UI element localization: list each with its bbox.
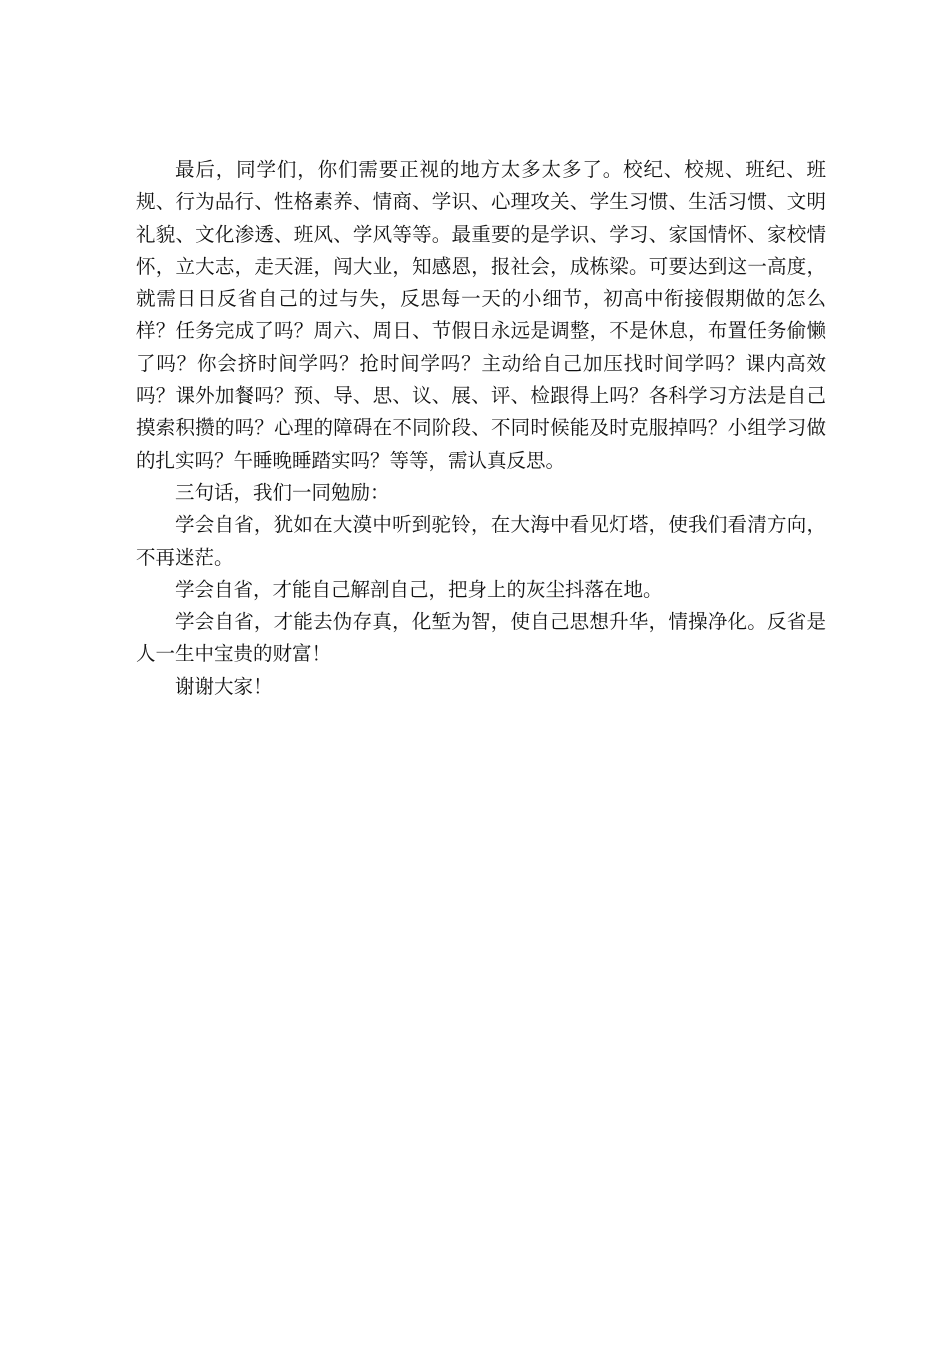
paragraph-sentence-one: 学会自省，犹如在大漠中听到驼铃，在大海中看见灯塔，使我们看清方向，不再迷茫。 <box>136 513 826 569</box>
paragraph-reflection: 最后，同学们，你们需要正视的地方太多太多了。校纪、校规、班纪、班规、行为品行、性格素养、情商、学识、心理攻关、学生习惯、生活习惯、文明礼貌、文化渗透、班风、学风等等。最重要的是学识、学习、家国情怀、家校情怀，立大志，走天涯，闯大业，知感恩，报社会，成栋梁。可要达到这一高度，就需日日反省自己的过与失，反思每一天的小细节，初高中衔接假期做的怎么样？任务完成了吗？周六、周日、节假日永远是调整，不是休息，布置任务偷懒了吗？你会挤时间学吗？抢时间学吗？主动给自己加压找时间学吗？课内高效吗？课外加餐吗？预、导、思、议、展、评、检跟得上吗？各科学习方法是自己摸索积攒的吗？心理的障碍在不同阶段、不同时候能及时克服掉吗？小组学习做的扎实吗？午睡晚睡踏实吗？等等，需认真反思。 <box>136 158 826 472</box>
document-body <box>136 154 826 703</box>
paragraph-thanks: 谢谢大家！ <box>175 674 273 698</box>
paragraph-sentence-three: 学会自省，才能去伪存真，化堑为智，使自己思想升华，情操净化。反省是人一生中宝贵的财富！ <box>136 610 826 666</box>
paragraph-sentence-two: 学会自省，才能自己解剖自己，把身上的灰尘抖落在地。 <box>175 577 663 601</box>
paragraph-three-sentences-intro: 三句话，我们一同勉励： <box>175 480 390 504</box>
